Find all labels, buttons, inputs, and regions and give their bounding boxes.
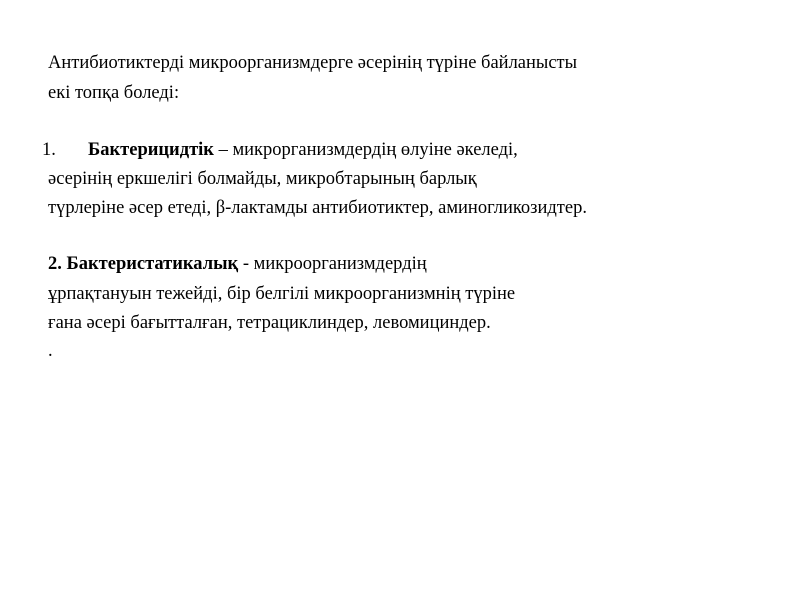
item-1-line-2: әсерінің еркшелігі болмайды, микробтарының барлық (48, 169, 477, 189)
item-1-definition: – микрорганизмдердің өлуіне әкеледі, (213, 140, 518, 160)
trailing-dot: . (48, 341, 53, 361)
item-1-term: Бактерицидтік (88, 140, 214, 160)
intro-line-2: екі топқа боледі: (48, 83, 180, 103)
item-1-number: 1. (42, 140, 56, 160)
item-2-line-3: ғана әсері бағытталған, тетрациклиндер, левомициндер. (48, 313, 491, 333)
item-1-line-3: түрлеріне әсер етеді, β-лактамды антибиотиктер, аминогликозидтер. (48, 198, 587, 218)
intro-line-1: Антибиотиктерді микроорганизмдерге әсерінің түріне байланысты (48, 53, 578, 73)
item-2-line-2: ұрпақтануын тежейді, бір белгілі микроорганизмнің түріне (48, 284, 516, 304)
item-2-term: 2. Бактеристатикалық (48, 254, 239, 274)
item-2-definition: - микроорганизмдердің (238, 254, 427, 274)
item-1-heading (88, 139, 518, 161)
item-2-heading (48, 253, 427, 275)
